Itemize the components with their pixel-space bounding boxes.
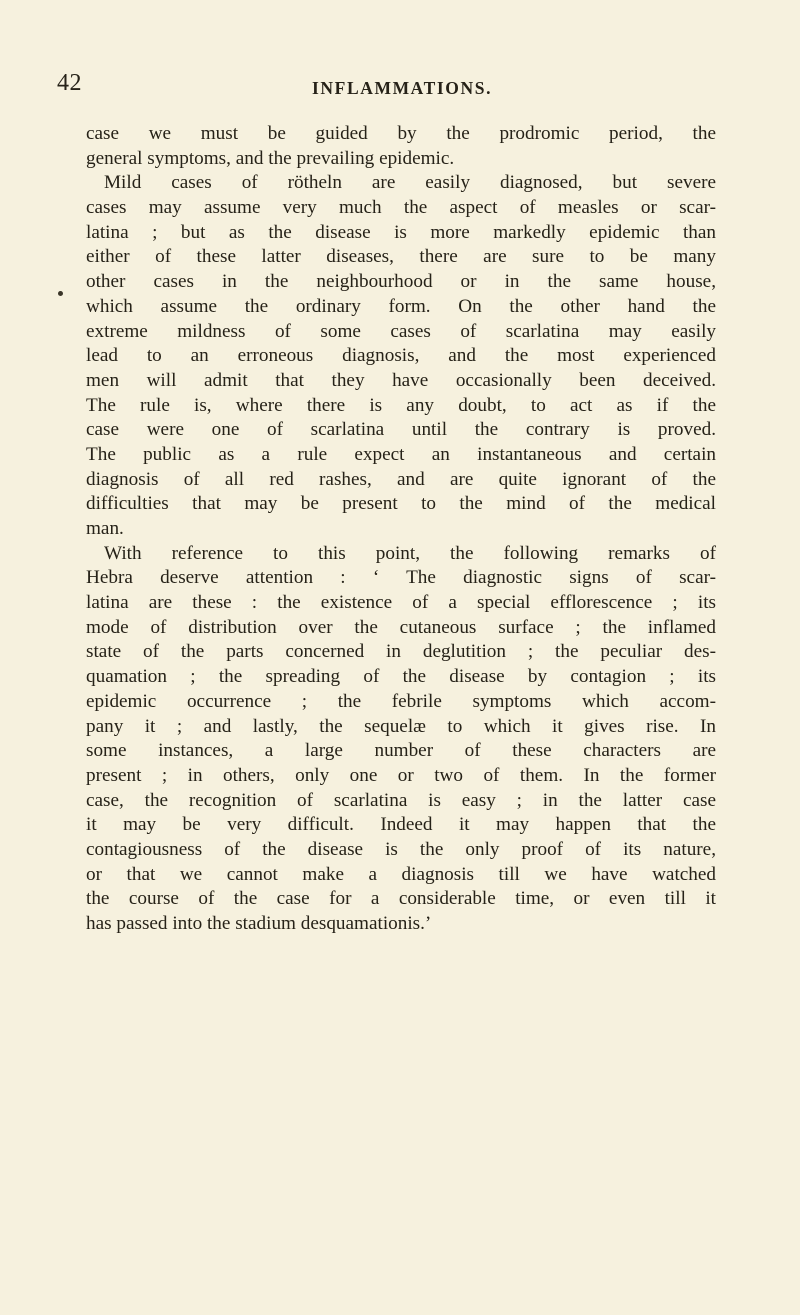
text-line: has passed into the stadium desquamationis.’ bbox=[86, 913, 432, 934]
body-text bbox=[86, 122, 716, 937]
text-line: pany it ; and lastly, the sequelæ to which it gives rise. In bbox=[86, 715, 716, 737]
text-line: Mild cases of rötheln are easily diagnosed, but severe bbox=[104, 172, 716, 194]
text-line: The public as a rule expect an instantaneous and certain bbox=[86, 443, 716, 465]
text-line: epidemic occurrence ; the febrile symptoms which accom- bbox=[86, 690, 716, 712]
text-line: it may be very difficult. Indeed it may happen that the bbox=[86, 814, 716, 836]
text-line: contagiousness of the disease is the only proof of its nature, bbox=[86, 838, 716, 860]
text-line: lead to an erroneous diagnosis, and the most experienced bbox=[86, 345, 716, 367]
running-head: INFLAMMATIONS. bbox=[312, 78, 493, 98]
text-line: case we must be guided by the prodromic period, the bbox=[86, 123, 716, 144]
text-line: cases may assume very much the aspect of measles or scar- bbox=[86, 197, 716, 219]
text-line: case were one of scarlatina until the contrary is proved. bbox=[86, 419, 716, 441]
page-number: 42 bbox=[57, 70, 82, 96]
paragraph-1 bbox=[86, 122, 716, 171]
text-line: which assume the ordinary form. On the other hand the bbox=[86, 295, 716, 317]
margin-dot-mark bbox=[58, 291, 63, 296]
text-line: quamation ; the spreading of the disease by contagion ; its bbox=[86, 666, 716, 688]
text-line: The rule is, where there is any doubt, to act as if the bbox=[86, 394, 716, 416]
paragraph-2 bbox=[86, 171, 716, 541]
text-line: latina are these : the existence of a special efflorescence ; its bbox=[86, 592, 716, 614]
text-line: extreme mildness of some cases of scarlatina may easily bbox=[86, 320, 716, 342]
text-line: present ; in others, only one or two of them. In the former bbox=[86, 764, 716, 786]
text-line: man. bbox=[86, 518, 124, 539]
text-line: state of the parts concerned in deglutition ; the peculiar des- bbox=[86, 641, 716, 663]
text-line: the course of the case for a considerable time, or even till it bbox=[86, 888, 716, 910]
text-line: other cases in the neighbourhood or in the same house, bbox=[86, 271, 716, 293]
text-line: diagnosis of all red rashes, and are quite ignorant of the bbox=[86, 468, 716, 490]
text-line: either of these latter diseases, there are sure to be many bbox=[86, 246, 716, 268]
paragraph-3 bbox=[86, 542, 716, 937]
text-line: general symptoms, and the prevailing epidemic. bbox=[86, 147, 455, 169]
page-header bbox=[0, 70, 800, 106]
text-line: With reference to this point, the following remarks of bbox=[104, 542, 716, 564]
text-line: men will admit that they have occasionally been deceived. bbox=[86, 369, 716, 391]
text-line: mode of distribution over the cutaneous surface ; the inflamed bbox=[86, 616, 716, 638]
text-line: difficulties that may be present to the mind of the medical bbox=[86, 493, 716, 515]
text-line: some instances, a large number of these characters are bbox=[86, 740, 716, 762]
text-line: case, the recognition of scarlatina is easy ; in the latter case bbox=[86, 789, 716, 811]
text-line: Hebra deserve attention : ‘ The diagnostic signs of scar- bbox=[86, 567, 716, 589]
text-line: latina ; but as the disease is more markedly epidemic than bbox=[86, 221, 716, 243]
text-line: or that we cannot make a diagnosis till we have watched bbox=[86, 863, 716, 885]
